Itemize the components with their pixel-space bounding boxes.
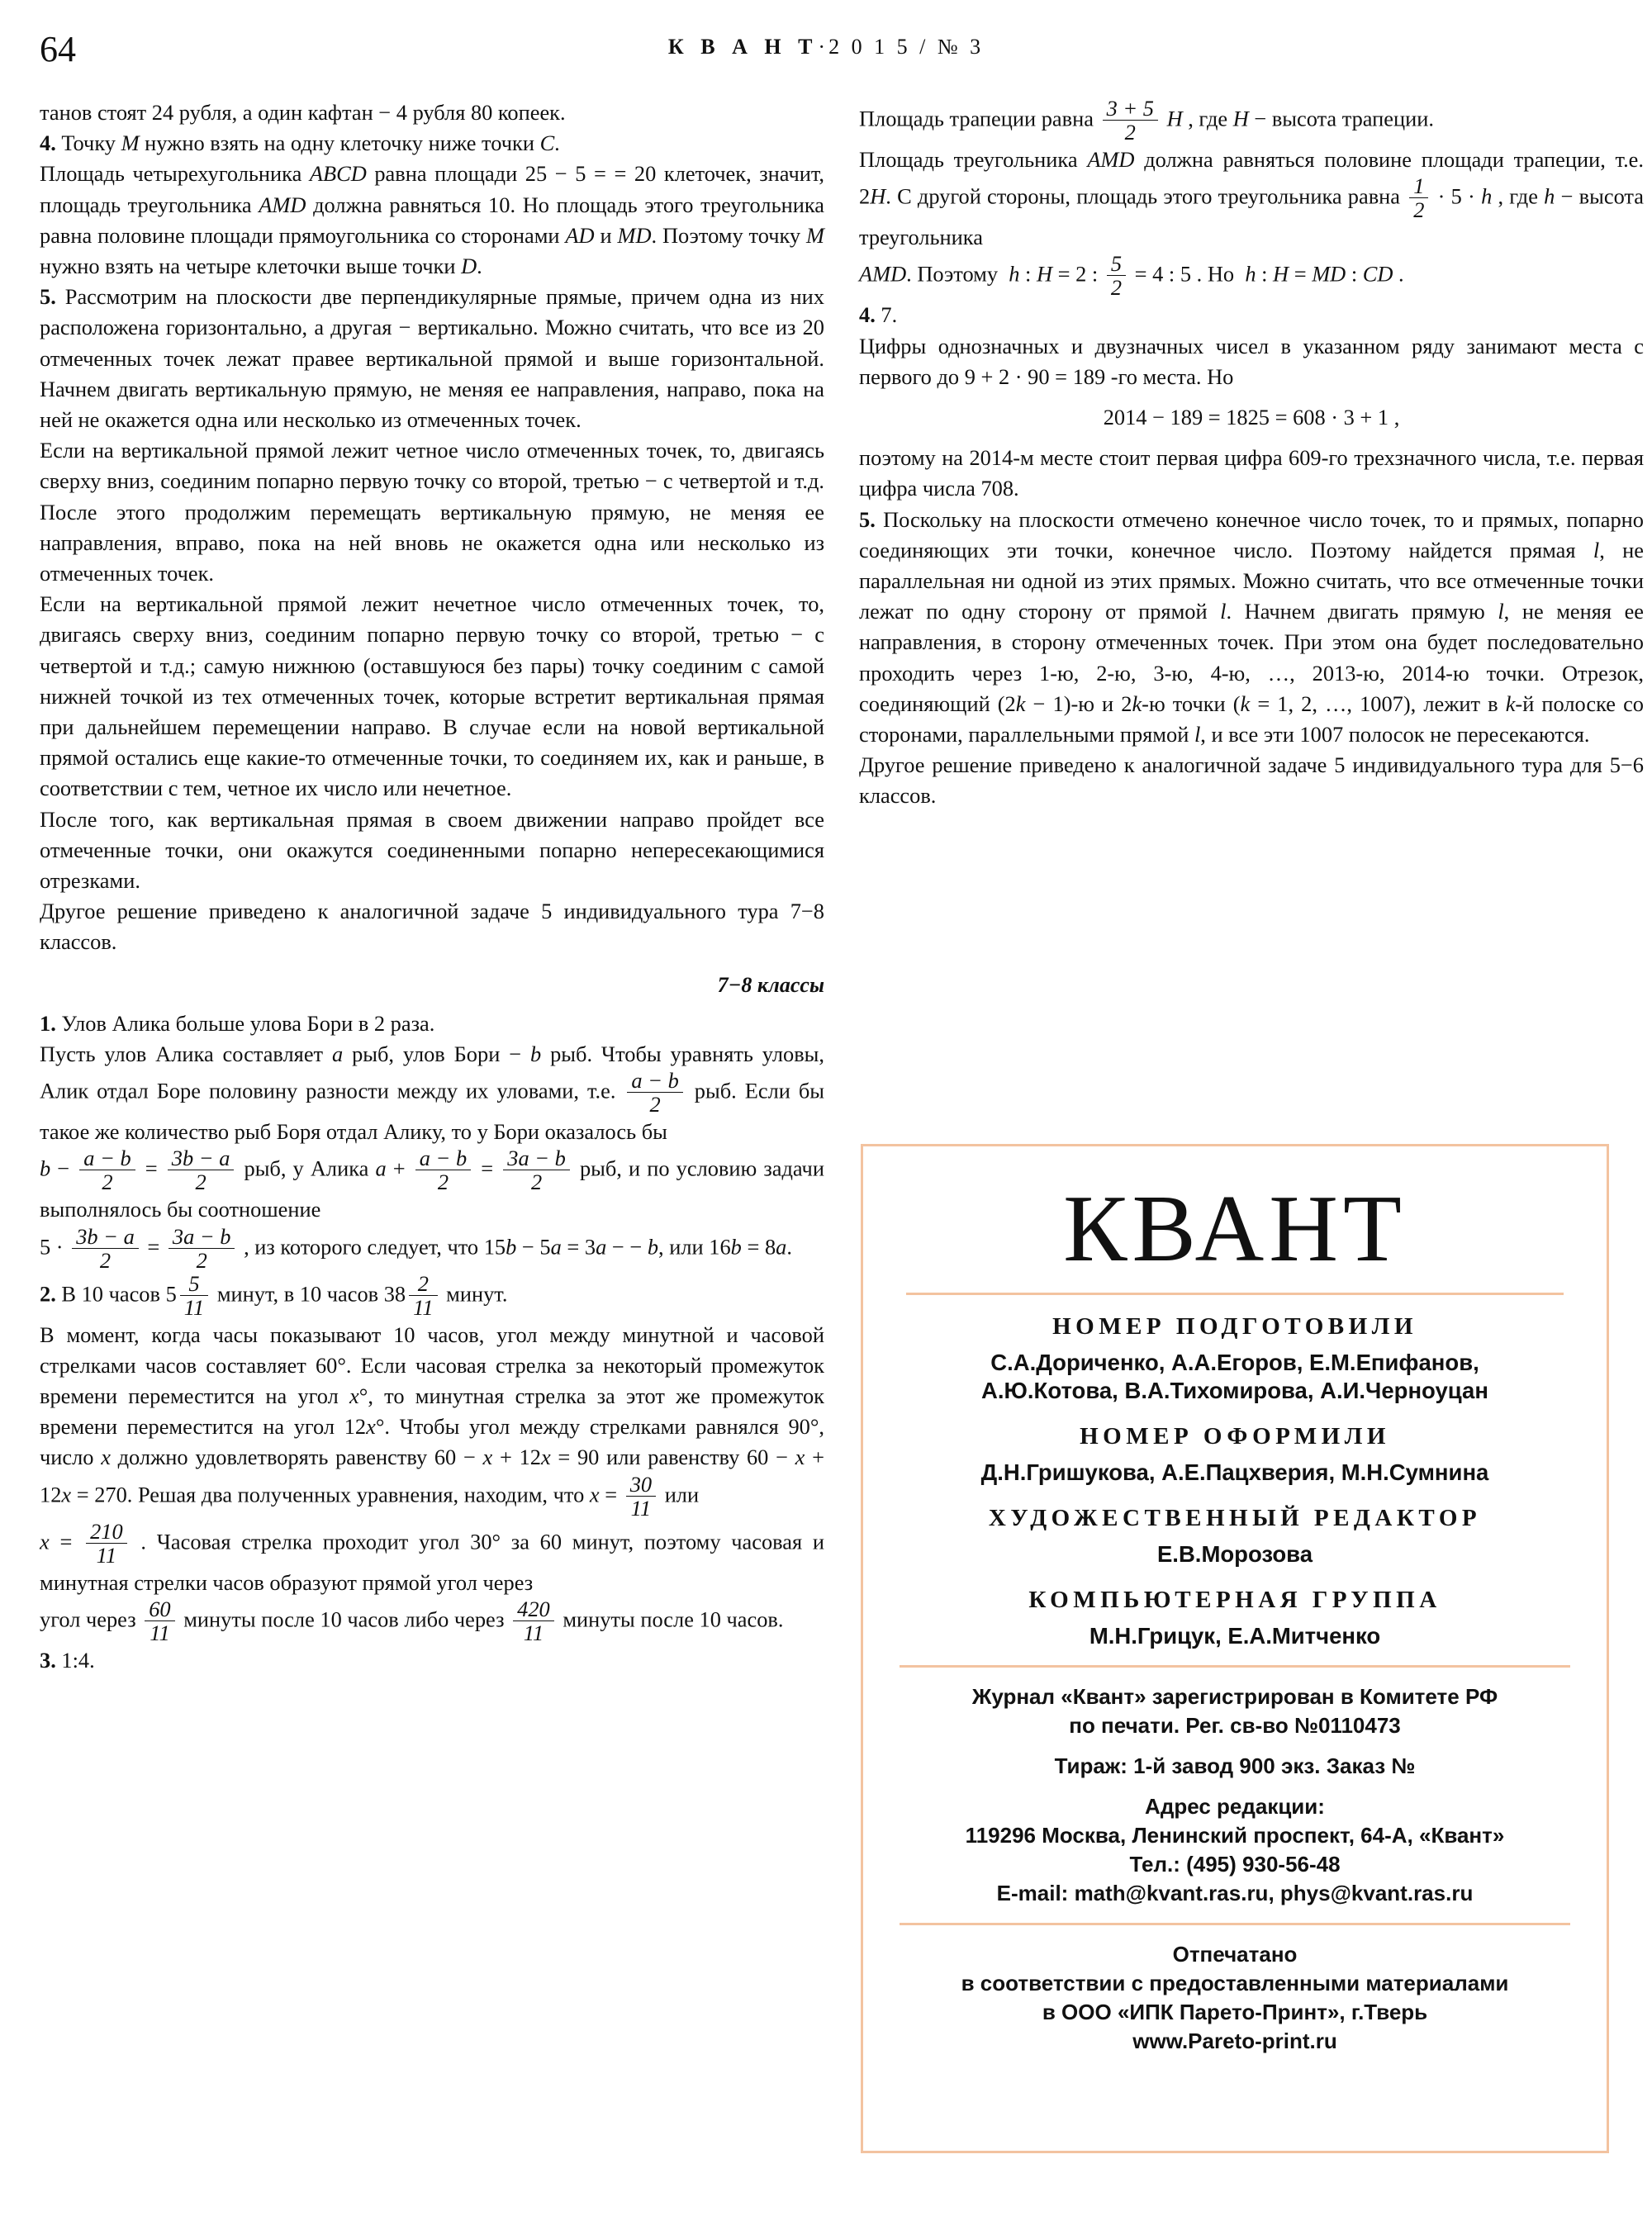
paragraph-g78-problem-3-answer xyxy=(40,1645,824,1676)
problem-4-answer-text: Точку M нужно взять на одну клеточку ниже точки C. xyxy=(61,130,560,156)
fraction-30-over-11: $\frac{30}{11}$ xyxy=(626,1473,656,1520)
paragraph-problem-5-b: Если на вертикальной прямой лежит четное число отмеченных точек, то, двигаясь сверху вниз, соединим попарно первую точку со второй, третью − с четвертой и т.д. После этого продолжим перемещать вертикальную прямую, не меняя ее направления, вправо, пока на ней вновь не окажется одна или несколько из отмеченных точек. xyxy=(40,438,824,586)
right-text-column xyxy=(859,97,1644,812)
address-line: 119296 Москва, Ленинский проспект, 64-А, «Квант» xyxy=(965,1823,1505,1848)
fraction-210-over-11: $\frac{210}{11}$ xyxy=(86,1520,127,1567)
printed-line-2: в соответствии с предоставленными материалами xyxy=(961,1971,1509,1995)
fraction-3a-minus-b-over-2: $\frac{3a - b}{2}$ xyxy=(503,1146,570,1193)
fraction-a-minus-b-over-2-b: $\frac{a - b}{2}$ xyxy=(79,1146,135,1193)
divider-top xyxy=(906,1293,1564,1295)
problem-2-answer-part2: минут, в 10 часов xyxy=(216,1281,379,1307)
paragraph-problem-5-right: 5. Поскольку на плоскости отмечено конечное число точек, то и прямых, попарно соединяющих эти точки, конечное число. Поэтому найдется прямая l, не параллельная ни одной из этих прямых. Можно считать, что все отмеченные точки лежат по одну сторону от прямой l. Начнем двигать прямую l, не меняя ее направления, в сторону отмеченных точек. При этом она будет последовательно проходить через 1-ю, 2-ю, 3-ю, 4-ю, …, 2013-ю, 2014-ю точки. Отрезок, соединяющий (2k − 1)-ю и 2k-ю точки (k = 1, 2, …, 1007), лежит в k-й полоске со сторонами, параллельными прямой l, и все эти 1007 полосок не пересекаются. xyxy=(859,506,1644,747)
problem-number-5: 5. xyxy=(40,284,56,310)
problem-number-4-right: 4. xyxy=(859,302,876,328)
print-run: Тираж: 1-й завод 900 экз. Заказ № xyxy=(1054,1753,1416,1778)
paragraph-g78-problem-1-sol-3: 5 · $\frac{3b - a}{2}$ = $\frac{3a - b}{2}$ , из которого следует, что 15b − 5a = 3a − − b, или 16b = 8a. xyxy=(40,1223,792,1273)
problem-2-sol-end: минуты после 10 часов. xyxy=(563,1606,784,1632)
colophon-logo: КВАНТ xyxy=(1063,1176,1407,1282)
divider-bottom xyxy=(900,1923,1570,1925)
fraction-a-minus-b-over-2: $\frac{a - b}{2}$ xyxy=(627,1069,682,1116)
problem-number-1: 1. xyxy=(40,1010,56,1036)
left-text-column xyxy=(40,97,824,1676)
paragraph-problem-4-answer xyxy=(40,128,824,159)
paragraph-g78-problem-1-sol-1: Пусть улов Алика составляет a рыб, улов Бори − b рыб. Чтобы уравнять уловы, Алик отдал Боре половину разности между их уловами, т.е. $\frac{a - b}{2}$ рыб. Если бы такое же количество рыб Боря отдал Алику, то у Бори оказалось бы xyxy=(40,1042,824,1145)
paragraph-problem-4-right-answer xyxy=(859,300,1644,330)
printer-website: www.Pareto-print.ru xyxy=(1132,2029,1337,2053)
paragraph-g78-problem-2-sol-2: x = $\frac{210}{11}$ . Часовая стрелка проходит угол 30° за 60 минут, поэтому часовая и минутная стрелки часов образуют прямой угол через xyxy=(40,1518,824,1595)
heading-computer-group: КОМПЬЮТЕРНАЯ ГРУППА xyxy=(1028,1587,1441,1613)
header-separator: · xyxy=(818,35,829,59)
heading-prepared-by: НОМЕР ПОДГОТОВИЛИ xyxy=(1052,1313,1417,1340)
label-fish-2: рыб, и по xyxy=(579,1156,670,1182)
paragraph-triangle-ratio: AMD. Поэтому h : H = 2 : $\frac{5}{2}$ = 4 : 5 . Но h : H = MD : CD . xyxy=(859,251,1404,301)
colophon-printing-info xyxy=(881,1940,1588,2056)
page-number: 64 xyxy=(40,29,76,69)
display-equation-2014: 2014 − 189 = 1825 = 608 · 3 + 1 , xyxy=(1103,404,1400,429)
label-trapezoid-area: Площадь трапеции равна xyxy=(859,106,1094,131)
names-designed-by: Д.Н.Гришукова, А.Е.Пацхверия, М.Н.Сумнина xyxy=(980,1459,1489,1485)
paragraph-triangle-area: Площадь треугольника AMD должна равняться половине площади трапеции, т.е. 2H. С другой стороны, площадь этого треугольника равна $\frac{1}{2}$ · 5 · h , где h − высота треугольника xyxy=(859,146,1644,250)
spacer-2 xyxy=(886,1781,1583,1792)
problem-3-answer-text: 1:4. xyxy=(61,1647,95,1673)
problem-4-right-answer-text: 7. xyxy=(881,302,898,328)
paragraph-problem-5-right-note: Другое решение приведено к аналогичной задаче 5 индивидуального тура для 5−6 классов. xyxy=(859,752,1644,809)
printed-line-3: в ООО «ИПК Парето-Принт», г.Тверь xyxy=(1042,2000,1428,2024)
colophon-box xyxy=(861,1144,1609,2153)
paragraph-g78-problem-2-sol-1: В момент, когда часы показывают 10 часов, угол между минутной и часовой стрелками часов составляет 60°. Если часовая стрелка за некоторый промежуток времени переместится на угол x°, то минутная стрелка за этот же промежуток времени переместится на угол 12x°. Чтобы угол между стрелками равнялся 90°, число x должно удовлетворять равенству 60 − x + 12x = 90 или равенству 60 − x + 12x = 270. Решая два полученных уравнения, находим, что x = $\frac{30}{11}$ или xyxy=(40,1322,824,1521)
heading-address: Адрес редакции: xyxy=(1145,1794,1325,1819)
fraction-420-over-11: $\frac{420}{11}$ xyxy=(513,1597,554,1644)
problem-1-answer-text: Улов Алика больше улова Бори в 2 раза. xyxy=(61,1010,435,1036)
problem-2-sol-tail: . Часовая стрелка проходит угол 30° за 60 минут, поэтому часовая и минутная стрелки часов образуют прямой угол через xyxy=(40,1529,824,1595)
mixed-number-38-2-11: 38 $\frac{2}{11}$ xyxy=(384,1273,441,1320)
problem-1-conclusion: , из которого следует, что 15b − 5a = 3a − − b, или 16b = 8a. xyxy=(244,1234,792,1260)
paragraph-g78-problem-2-answer xyxy=(40,1270,824,1320)
heading-designed-by: НОМЕР ОФОРМИЛИ xyxy=(1080,1423,1390,1450)
email-addresses: E-mail: math@kvant.ras.ru, phys@kvant.ras.ru xyxy=(996,1881,1474,1905)
fraction-3plus5-over-2: $\frac{3 + 5}{2}$ xyxy=(1103,97,1158,144)
registration-line-1: Журнал «Квант» зарегистрирован в Комитете РФ xyxy=(971,1684,1498,1709)
paragraph-problem-5-a: 5. Рассмотрим на плоскости две перпендикулярные прямые, причем одна из них расположена горизонтально, а другая − вертикально. Можно считать, что все из 20 отмеченных точек лежат правее вертикальной прямой и выше горизонтальной. Начнем двигать вертикальную прямую, не меняя ее направления, направо, пока на ней не окажется одна или несколько из отмеченных точек. xyxy=(40,284,824,433)
paragraph-g78-problem-1-sol-2: b − $\frac{a - b}{2}$ = $\frac{3b - a}{2}$ рыб, у Алика a + $\frac{a - b}{2}$ = $\frac{3a - b}{2}$ рыб, и по условию задачи выполнялось бы соотношение xyxy=(40,1146,824,1222)
paragraph-problem-5-d: После того, как вертикальная прямая в своем движении направо пройдет все отмеченные точки, они окажутся соединенными попарно непересекающимися отрезками. xyxy=(40,806,824,894)
journal-header xyxy=(0,35,1652,59)
problem-2-answer-part3: минут. xyxy=(446,1281,508,1307)
colophon-registration-info xyxy=(886,1682,1583,1908)
printed-label: Отпечатано xyxy=(1172,1942,1298,1967)
mixed-number-5-5-11: 5 $\frac{5}{11}$ xyxy=(166,1273,212,1320)
spacer-1 xyxy=(886,1740,1583,1752)
label-fish-1: рыб, у Алика xyxy=(244,1156,369,1182)
problem-number-4: 4. xyxy=(40,130,56,156)
paragraph-kaftan: танов стоят 24 рубля, а один кафтан − 4 рубля 80 копеек. xyxy=(40,100,566,125)
colophon-credits xyxy=(863,1313,1607,1650)
trapezoid-area-tail: H , где H − высота трапеции. xyxy=(1166,106,1434,131)
issue-label: 2 0 1 5 / № 3 xyxy=(828,35,985,59)
paragraph-g78-problem-2-sol-3 xyxy=(40,1598,824,1645)
paragraph-g78-problem-1-answer xyxy=(40,1008,824,1039)
paragraph-problem-4-solution: Площадь четырехугольника ABCD равна площади 25 − 5 = = 20 клеточек, значит, площадь треугольника AMD должна равняться 10. Но площадь этого треугольника равна половине площади прямоугольника со сторонами AD и MD. Поэтому точку M нужно взять на четыре клеточки выше точки D. xyxy=(40,161,824,279)
name-art-editor: Е.В.Морозова xyxy=(1156,1541,1313,1567)
fraction-3a-minus-b-over-2-b: $\frac{3a - b}{2}$ xyxy=(169,1225,235,1272)
paragraph-problem-4-right-sol: Цифры однозначных и двузначных чисел в указанном ряду занимают места с первого до 9 + 2 · 90 = 189 -го места. Но xyxy=(859,333,1644,389)
fraction-1-over-2: $\frac{1}{2}$ xyxy=(1409,174,1428,221)
problem-2-answer-part1: В 10 часов xyxy=(61,1281,160,1307)
heading-art-editor: ХУДОЖЕСТВЕННЫЙ РЕДАКТОР xyxy=(988,1505,1482,1531)
paragraph-problem-5-c: Если на вертикальной прямой лежит нечетное число отмеченных точек, то, двигаясь сверху вниз, соединим попарно первую точку со второй, третью − с четвертой и т.д.; самую нижнюю (оставшуюся без пары) точку соединим с самой нижней точкой из тех отмеченных точек, которые встретит вертикальная прямая при дальнейшем перемещении направо. В случае если на новой вертикальной прямой остались еще какие-то отмеченные точки, то соединяем их, как и раньше, в соответствии с тем, четное их число или нечетное. xyxy=(40,591,824,801)
problem-number-3: 3. xyxy=(40,1647,56,1673)
names-prepared-by-line-2: А.Ю.Котова, В.А.Тихомирова, А.И.Черноуцан xyxy=(981,1378,1488,1403)
names-computer-group: М.Н.Грицук, Е.А.Митченко xyxy=(1089,1623,1381,1649)
section-heading-grades: 7−8 классы xyxy=(717,972,824,997)
paragraph-problem-4-right-concl: поэтому на 2014-м месте стоит первая цифра 609-го трехзначного числа, т.е. первая цифра числа 708. xyxy=(859,445,1644,501)
paragraph-problem-5-e: Другое решение приведено к аналогичной задаче 5 индивидуального тура 7−8 классов. xyxy=(40,899,824,955)
registration-line-2: по печати. Рег. св-во №0110473 xyxy=(1069,1713,1401,1738)
problem-2-sol-mid: минуты после 10 часов либо через xyxy=(183,1606,505,1632)
problem-number-5-right: 5. xyxy=(859,506,876,532)
names-prepared-by-line-1: С.А.Дориченко, А.А.Егоров, Е.М.Епифанов, xyxy=(990,1350,1479,1375)
problem-number-2: 2. xyxy=(40,1281,56,1307)
phone-number: Тел.: (495) 930-56-48 xyxy=(1129,1852,1341,1877)
conjunction-or: или xyxy=(664,1482,700,1507)
fraction-3b-minus-a-over-2: $\frac{3b - a}{2}$ xyxy=(168,1146,235,1193)
paragraph-trapezoid-area xyxy=(859,97,1644,145)
fraction-3b-minus-a-over-2-b: $\frac{3b - a}{2}$ xyxy=(72,1225,139,1272)
running-head xyxy=(0,28,1652,73)
fraction-60-over-11: $\frac{60}{11}$ xyxy=(145,1597,174,1644)
label-angle-through: угол через xyxy=(40,1606,136,1632)
fraction-a-minus-b-over-2-c: $\frac{a - b}{2}$ xyxy=(415,1146,471,1193)
journal-title: К В А Н Т xyxy=(667,35,819,59)
divider-middle xyxy=(900,1665,1570,1668)
fraction-5-over-2: $\frac{5}{2}$ xyxy=(1107,252,1126,299)
